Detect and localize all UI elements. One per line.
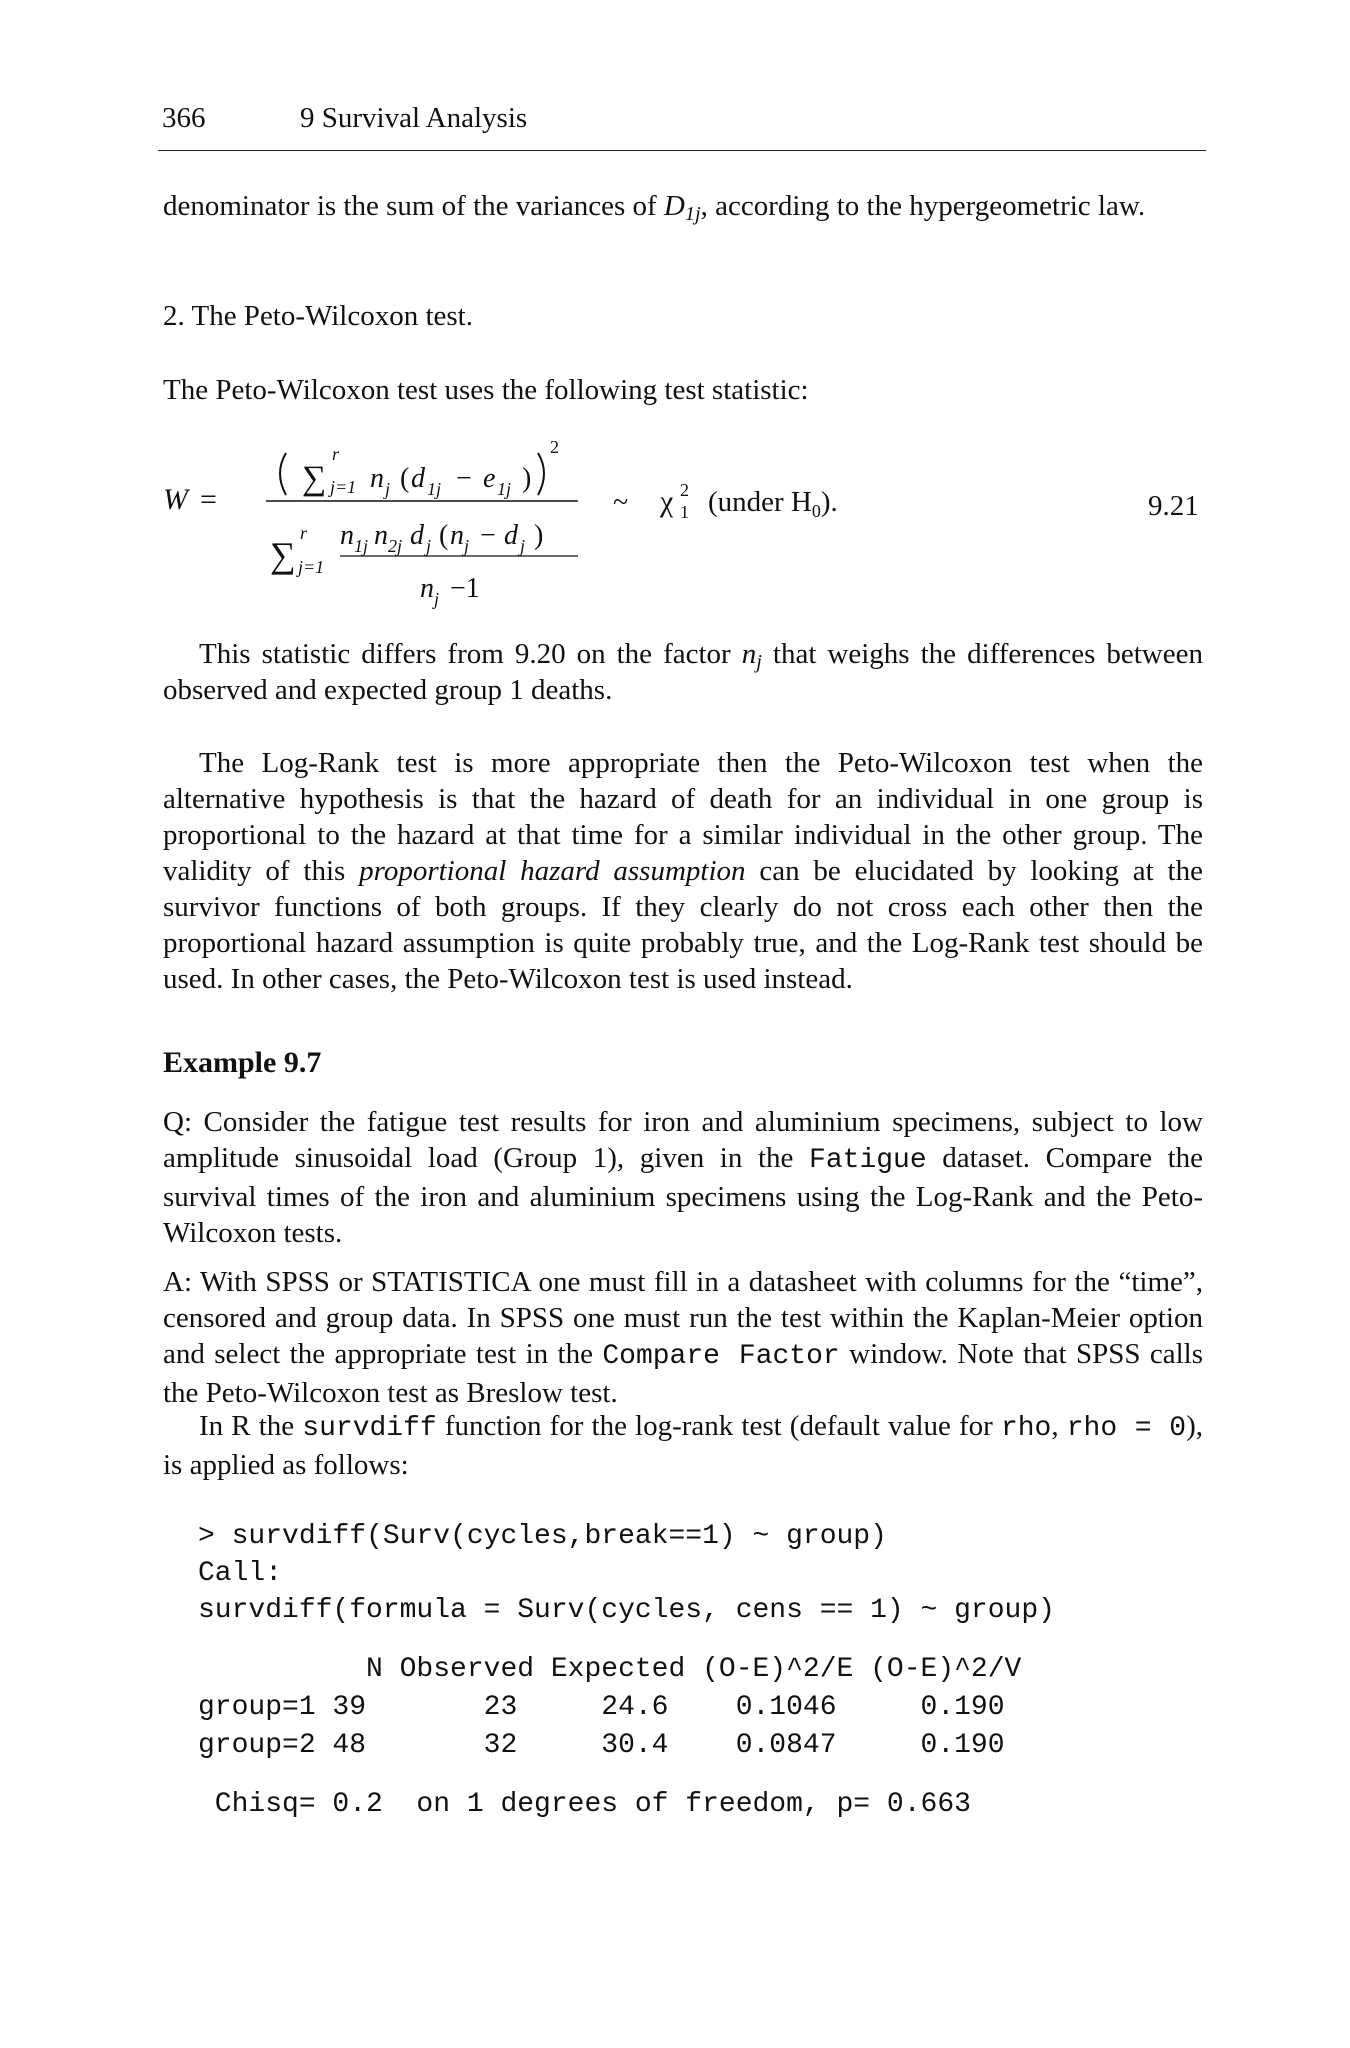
param-name: rho (1000, 1413, 1052, 1444)
numerator-minus: − (456, 463, 472, 494)
denominator-n1-sub: 1j (354, 536, 369, 556)
numerator-factor-n-sub: j (385, 479, 391, 499)
text-run: , (1051, 1410, 1067, 1442)
numerator-d: d (411, 463, 425, 494)
formula-equals: = (200, 483, 217, 516)
paragraph-answer (163, 1264, 1203, 1411)
numerator-e-sub: 1j (497, 479, 512, 499)
under-text: (under H (708, 486, 812, 518)
denominator-d2-sub: j (520, 536, 526, 556)
variable-n: n (741, 638, 757, 670)
formula-lhs: W (163, 483, 188, 516)
denominator-sum-upper-limit: r (300, 523, 308, 543)
code-line-command: > survdiff(Surv(cycles,break==1) ~ group) (198, 1521, 887, 1552)
paragraph-log-rank-appropriate (163, 745, 1203, 997)
paragraph-denominator (163, 188, 1203, 224)
text-run: ), is applied as follows: (163, 1410, 1204, 1481)
paragraph-question (163, 1104, 1203, 1251)
example-heading: Example 9.7 (163, 1046, 322, 1079)
denominator-sum-lower-limit: j=1 (298, 557, 325, 577)
subscript-j: j (756, 651, 762, 674)
page-number: 366 (162, 102, 206, 134)
denominator-d: d (410, 520, 424, 551)
denominator-open-paren: ( (439, 520, 449, 551)
text-run: that weighs the differences between observed and expected group 1 deaths. (163, 638, 1203, 706)
inner-open-paren: ( (400, 463, 410, 494)
paragraph-r-survdiff (163, 1408, 1203, 1483)
running-header-chapter-title: 9 Survival Analysis (300, 102, 528, 134)
italic-phrase: proportional hazard assumption (359, 855, 746, 887)
right-paren (538, 453, 544, 495)
chi-superscript: 2 (680, 480, 689, 500)
function-name: survdiff (302, 1413, 437, 1444)
code-line-call: Call: (198, 1558, 283, 1589)
left-paren (280, 453, 286, 495)
distributed-as-tilde: ~ (613, 487, 629, 518)
numerator-sum-lower-limit: j=1 (330, 477, 357, 497)
param-default: rho = 0 (1066, 1413, 1187, 1444)
denominator-n: n (450, 520, 464, 551)
text-run: , according to the hypergeometric law. (700, 190, 1146, 222)
formula-peto-wilcoxon-statistic (158, 425, 1218, 625)
numerator-factor-n: n (370, 463, 384, 494)
dataset-name: Fatigue (809, 1145, 927, 1176)
under-h0-label (708, 486, 838, 521)
code-table-header: N Observed Expected (O-E)^2/E (O-E)^2/V (198, 1654, 1022, 1685)
denominator-n1: n (340, 520, 354, 551)
code-table-row-group2: group=2 48 32 30.4 0.0847 0.190 (198, 1730, 1005, 1761)
text-run: A: With SPSS or STATISTICA one must fill in a datasheet with columns for the “time”, censored and group data. In SPSS one must run the test within the Kaplan-Meier option and select the appropriate test in the (163, 1266, 1203, 1370)
text-run: dataset. Compare the survival times of the iron and aluminium specimens using the Log-Rank and the Peto-Wilcoxon tests. (163, 1142, 1203, 1249)
code-line-chisq: Chisq= 0.2 on 1 degrees of freedom, p= 0.663 (198, 1789, 971, 1820)
denominator-d2: d (504, 520, 518, 551)
header-rule (158, 150, 1206, 151)
denominator-n2-sub: 2j (388, 536, 403, 556)
variable-D: D (663, 190, 685, 222)
chi-subscript: 1 (680, 502, 689, 522)
paragraph-test-statistic-intro: The Peto-Wilcoxon test uses the following test statistic: (163, 374, 809, 406)
equation-number: 9.21 (1148, 490, 1199, 522)
paragraph-statistic-differs (163, 636, 1203, 708)
denominator-n2: n (374, 520, 388, 551)
text-run: denominator is the sum of the variances of (163, 190, 664, 222)
denominator-sum-symbol: ∑ (270, 535, 296, 575)
numerator-sum-upper-limit: r (332, 444, 340, 464)
text-run: can be elucidated by looking at the survivor functions of both groups. If they clearly do not cross each other then the proportional hazard assumption is quite probably true, and the Log-Rank test should be used. In other cases, the Peto-Wilcoxon test is used instead. (163, 855, 1203, 995)
numerator-d-sub: 1j (427, 479, 442, 499)
text-run: window. Note that SPSS calls the Peto-Wilcoxon test as Breslow test. (163, 1338, 1203, 1409)
denominator-d-sub: j (426, 536, 432, 556)
denominator-bottom-minus-one: −1 (450, 573, 480, 604)
text-run: The Log-Rank test is more appropriate then the Peto-Wilcoxon test when the alternative hypothesis is that the hazard of death for an individual in one group is proportional to the hazard at that time for a similar individual in the other group. The validity of this (163, 747, 1203, 887)
numerator-sum-symbol: ∑ (302, 460, 327, 497)
numerator-exponent: 2 (550, 437, 559, 457)
inner-close-paren: ) (522, 463, 532, 494)
text-run: This statistic differs from 9.20 on the factor (199, 638, 742, 670)
text-run: function for the log-rank test (default value for (436, 1410, 1001, 1442)
code-table-row-group1: group=1 39 23 24.6 0.1046 0.190 (198, 1692, 1005, 1723)
denominator-bottom-n-sub: j (434, 589, 440, 609)
text-run: In R the (199, 1410, 303, 1442)
under-close: ). (820, 486, 838, 518)
denominator-minus: − (480, 520, 496, 551)
list-item-peto-wilcoxon: 2. The Peto-Wilcoxon test. (163, 300, 473, 332)
under-sub: 0 (811, 501, 821, 521)
text-run: Q: Consider the fatigue test results for iron and aluminium specimens, subject to low amplitude sinusoidal load (Group 1), given in the (163, 1106, 1203, 1174)
chi-symbol: χ (660, 485, 674, 518)
numerator-e: e (483, 463, 496, 494)
subscript-1j: 1j (684, 203, 701, 226)
denominator-n-sub: j (464, 536, 470, 556)
window-name: Compare Factor (602, 1341, 840, 1372)
denominator-close-paren: ) (534, 520, 544, 551)
denominator-bottom-n: n (420, 573, 434, 604)
code-line-formula: survdiff(formula = Surv(cycles, cens == 1) ~ group) (198, 1595, 1055, 1626)
